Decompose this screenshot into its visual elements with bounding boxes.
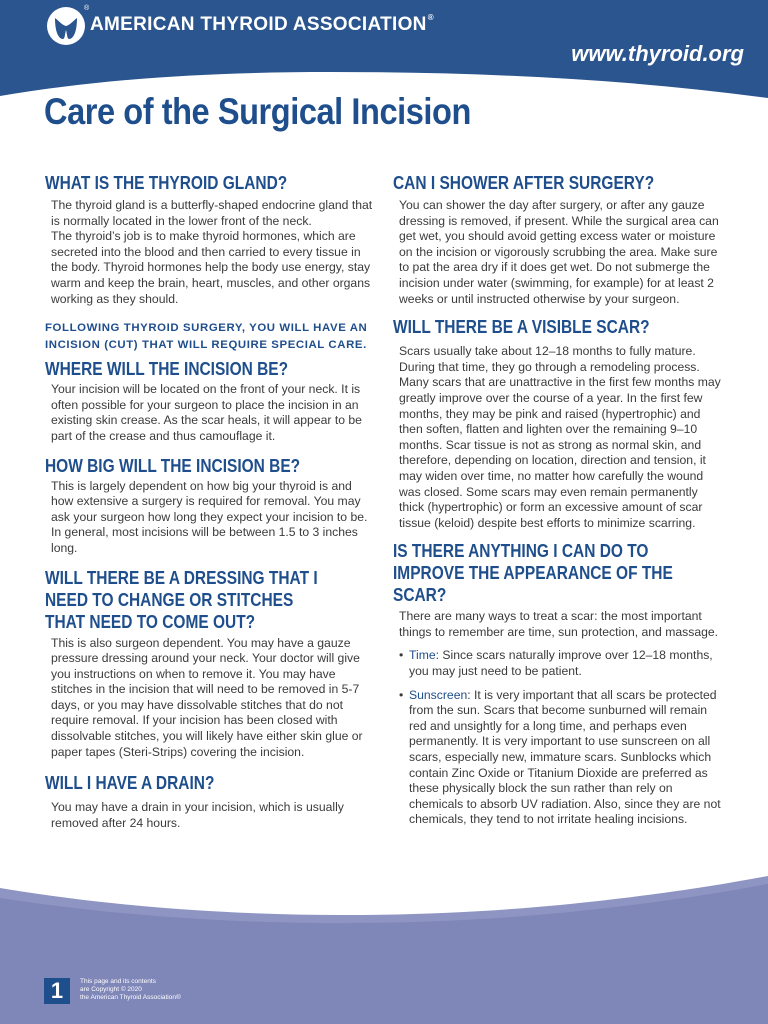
paragraph: Your incision will be located on the front of your neck. It is often possible for your surgeon to place the incision in an existing skin crease. As the scar heals, it will appear to be part of the crease and thus camouflage it.: [51, 382, 362, 443]
section-heading-drain: WILL I HAVE A DRAIN?: [45, 773, 215, 794]
paragraph: There are many ways to treat a scar: the most important things to remember are time, sun protection, and massage.: [399, 609, 719, 639]
registered-mark: ®: [84, 5, 90, 12]
paragraph: You can shower the day after surgery, or after any gauze dressing is removed, if present. While the surgical area can get wet, you should avoid getting excess water or moisture on the incision or vigorously scrubbing the area. Make sure to pat the area dry if it does get wet. Do not submerge the incision under water (swimming, for example) for at least 2 weeks or until instructed otherwise by your surgeon.: [399, 198, 719, 306]
page-number: 1: [44, 978, 70, 1004]
list-item: [399, 688, 721, 828]
section-heading-shower: CAN I SHOWER AFTER SURGERY?: [393, 173, 655, 193]
section-heading-incision-size: HOW BIG WILL THE INCISION BE?: [45, 455, 301, 476]
bullet: •: [399, 648, 404, 663]
section-heading-visible-scar: WILL THERE BE A VISIBLE SCAR?: [393, 317, 650, 338]
paragraph: You may have a drain in your incision, which is usually removed after 24 hours.: [51, 800, 344, 830]
section-heading-incision-location: WHERE WILL THE INCISION BE?: [45, 359, 289, 380]
copyright-notice: [80, 978, 210, 1002]
section-heading-thyroid-gland: WHAT IS THE THYROID GLAND?: [45, 173, 288, 193]
copyright-line: the American Thyroid Association®: [80, 994, 181, 1001]
bullet: •: [399, 687, 404, 702]
left-column: [45, 172, 373, 831]
list-item: [399, 648, 721, 679]
paragraph: The thyroid’s job is to make thyroid hormones, which are secreted into the blood and then carried to every tissue in the body. Thyroid hormones help the body use energy, stay warm and keep the brain, heart, muscles, and other organs working as they should.: [51, 229, 371, 306]
paragraph: Scars usually take about 12–18 months to fully mature. During that time, they go through a remodeling process. Many scars that are unattractive in the first few months may greatly improve over the course of a year. In the first few months, they may be pink and raised (hypertrophic) and then soften, flatten and lighten over the remaining 9–10 months. Scar tissue is not as strong as normal skin, and therefore, depending on location, direction and tension, it may widen over time, no matter how carefully the wound was closed. Some scars may even remain permanently thick (hypertrophic) or form an excessive amount of scar tissue (keloid) despite best efforts to minimize scarring.: [399, 344, 721, 530]
thyroid-gland-logo-icon: [46, 6, 86, 46]
section-heading-dressing-stitches: WILL THERE BE A DRESSING THAT I NEED TO CHANGE OR STITCHES THAT NEED TO COME OUT?: [45, 567, 318, 632]
list-item-text: : Since scars naturally improve over 12–18 months, you may just need to be patient.: [409, 648, 713, 679]
paragraph: This is largely dependent on how big your thyroid is and how extensive a surgery is required for removal. You may ask your surgeon how long they expect your incision to be. In general, most incisions will be between 1.5 to 3 inches long.: [51, 478, 368, 555]
list-item-text: : It is very important that all scars be protected from the sun. Scars that become sunburned will remain red and unsightly for a long time, and perhaps even permanently. It is very important to use sunscreen on all scars, especially new, immature scars. Sunblocks which contain Zinc Oxide or Titanium Dioxide are preferred as these physically block the sun rather than rely on chemicals to absorb UV radiation. Also, since they are not chemicals, they tend to not irritate healing incisions.: [409, 687, 721, 827]
copyright-line: This page and its contents: [80, 978, 156, 985]
right-column: [393, 172, 721, 828]
scar-care-list: [393, 648, 721, 828]
callout-text: FOLLOWING THYROID SURGERY, YOU WILL HAVE AN INCISION (CUT) THAT WILL REQUIRE SPECIAL CARE.: [45, 322, 368, 352]
page-title: Care of the Surgical Incision: [44, 91, 471, 132]
website-link[interactable]: www.thyroid.org: [571, 41, 744, 66]
section-heading-improve-scar: IS THERE ANYTHING I CAN DO TO IMPROVE THE APPEARANCE OF THE SCAR?: [393, 541, 673, 606]
list-item-term: Sunscreen: [409, 687, 468, 702]
list-item-term: Time: [409, 648, 436, 663]
organization-name: AMERICAN THYROID ASSOCIATION®: [90, 13, 434, 35]
paragraph: This is also surgeon dependent. You may have a gauze pressure dressing around your neck. Your doctor will give you instructions on when to remove it. You may have stitches in the incision that will need to be removed in 5-7 days, or you may have dissolvable stitches that do not require removal. If your incision has been closed with dissolvable stitches, you will likely have either skin glue or paper tapes (Steri-Strips) covering the incision.: [51, 635, 363, 759]
registered-mark: ®: [427, 13, 434, 22]
paragraph: The thyroid gland is a butterfly-shaped endocrine gland that is normally located in the lower front of the neck.: [51, 198, 373, 228]
section-body-thyroid-gland: [45, 198, 373, 307]
copyright-line: are Copyright © 2020: [80, 986, 142, 993]
